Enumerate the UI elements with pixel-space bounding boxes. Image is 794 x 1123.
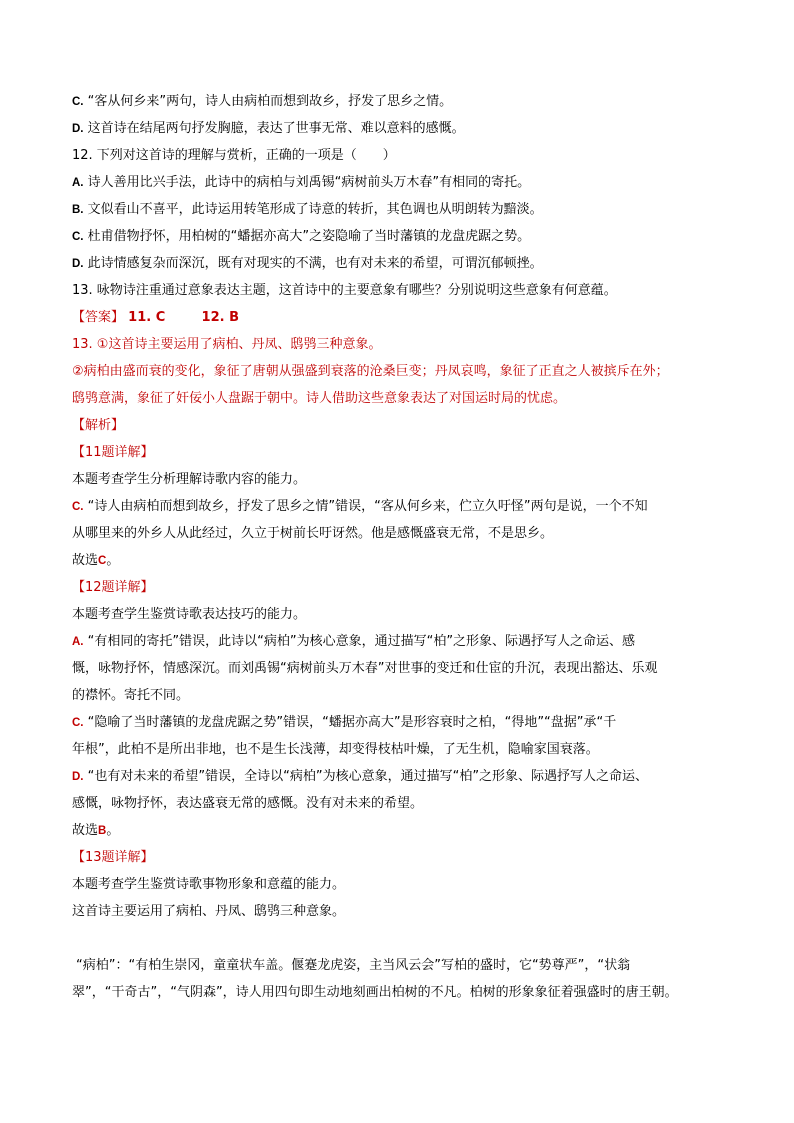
detail-12-header: 【12题详解】 [72,580,154,595]
document-page [72,93,732,1002]
detail-12-a-line-1 [72,633,732,651]
detail-11-line-2: 从哪里来的外乡人从此经过，久立于树前长吁讶然。他是感慨盛衰无常，不是思乡。 [72,526,554,541]
question-12-stem: 12. 下列对这首诗的理解与赏析，正确的一项是（ ） [72,148,396,163]
conclusion-text: 故选 [72,553,99,568]
detail-13-line-3: 翠”，“干奇古”，“气阴森”，诗人用四句即生动地刻画出柏树的不凡。柏树的形象象征着强盛时的唐王朝。 [72,985,678,1000]
conclusion-letter: C [98,555,107,567]
option-letter: C. [72,717,84,729]
detail-12-a-line-3: 的襟怀。寄托不同。 [72,688,190,703]
detail-11-intro: 本题考查学生分析理解诗歌内容的能力。 [72,472,307,487]
blank-spacer [72,921,732,957]
answer-13-line-1: 13. ①这首诗主要运用了病柏、丹凤、鸱鸮三种意象。 [72,337,382,352]
detail-text: “也有对未来的希望”错误，全诗以“病柏”为核心意象，通过描写“柏”之形象、际遇抒写人之命运、 [87,769,649,784]
q12-option-b [72,201,732,219]
option-text: 文似看山不喜平，此诗运用转笔形成了诗意的转折，其色调也从明朗转为黯淡。 [87,202,543,217]
answer-13-line-2: ②病柏由盛而衰的变化，象征了唐朝从强盛到衰落的沧桑巨变；丹凤哀鸣，象征了正直之人被摈斥在外； [72,364,669,379]
conclusion-end: 。 [106,823,120,838]
detail-12-intro: 本题考查学生鉴赏诗歌表达技巧的能力。 [72,607,307,622]
detail-13-intro: 本题考查学生鉴赏诗歌事物形象和意蕴的能力。 [72,877,346,892]
answer-label: 【答案】 [72,310,125,325]
option-letter: A. [72,177,84,189]
detail-13-line-2: “病柏”：“有柏生崇冈，童童状车盖。偃蹇龙虎姿，主当风云会”写柏的盛时，它“势尊严”，“状翁 [76,958,631,973]
detail-12-c-line-2: 年根”，此柏不是所出非地，也不是生长浅薄，却变得枝枯叶燥，了无生机，隐喻家国衰落。 [72,742,599,757]
detail-12-a-line-2: 慨，咏物抒怀，情感深沉。而刘禹锡“病树前头万木春”对世事的变迁和仕宦的升沉，表现出豁达、乐观 [72,661,658,676]
option-c-line [72,93,732,111]
detail-text: “隐喻了当时藩镇的龙盘虎踞之势”错误，“蟠据亦高大”是形容衰时之柏，“得地”“盘据”承“千 [87,715,617,730]
conclusion-text: 故选 [72,823,99,838]
option-text: 诗人善用比兴手法，此诗中的病柏与刘禹锡“病树前头万木春”有相同的寄托。 [87,175,531,190]
option-letter: A. [72,636,84,648]
option-letter: C. [72,96,84,108]
option-text: 杜甫借物抒怀，用柏树的“蟠据亦高大”之姿隐喻了当时藩镇的龙盘虎踞之势。 [87,229,531,244]
detail-12-conclusion [72,822,732,840]
option-d-line [72,120,732,138]
option-letter: B. [72,204,84,216]
option-text: “客从何乡来”两句，诗人由病柏而想到故乡，抒发了思乡之情。 [87,94,453,109]
detail-11-header: 【11题详解】 [72,445,154,460]
option-text: 这首诗在结尾两句抒发胸臆，表达了世事无常、难以意料的感慨。 [87,121,465,136]
option-letter: C. [72,501,84,513]
detail-text: “有相同的寄托”错误，此诗以“病柏”为核心意象，通过描写“柏”之形象、际遇抒写人之命运、感 [87,634,636,649]
detail-text: “诗人由病柏而想到故乡，抒发了思乡之情”错误，“客从何乡来，伫立久吁怪”两句是说，一个不知 [87,499,648,514]
question-13-stem: 13. 咏物诗注重通过意象表达主题，这首诗中的主要意象有哪些？分别说明这些意象有何意蕴。 [72,283,617,298]
option-letter: D. [72,123,84,135]
q12-option-c [72,228,732,246]
detail-13-line-1: 这首诗主要运用了病柏、丹凤、鸱鸮三种意象。 [72,904,346,919]
answer-11: 11. C [128,310,166,325]
detail-12-d-line-2: 感慨，咏物抒怀，表达盛衰无常的感慨。没有对未来的希望。 [72,796,424,811]
conclusion-end: 。 [106,553,120,568]
detail-12-c-line-1 [72,714,732,732]
option-text: 此诗情感复杂而深沉，既有对现实的不满，也有对未来的希望，可谓沉郁顿挫。 [87,256,543,271]
detail-11-conclusion [72,552,732,570]
answer-12: 12. B [201,310,240,325]
detail-13-header: 【13题详解】 [72,850,154,865]
conclusion-letter: B [98,825,107,837]
option-letter: D. [72,771,84,783]
q12-option-d [72,255,732,273]
q12-option-a [72,174,732,192]
answer-line [72,309,732,327]
answer-13-line-3: 鸱鸮意满，象征了奸佞小人盘踞于朝中。诗人借助这些意象表达了对国运时局的忧虑。 [72,391,567,406]
detail-11-line-1 [72,498,732,516]
analysis-label: 【解析】 [72,418,125,433]
detail-12-d-line-1 [72,768,732,786]
option-letter: C. [72,231,84,243]
option-letter: D. [72,258,84,270]
